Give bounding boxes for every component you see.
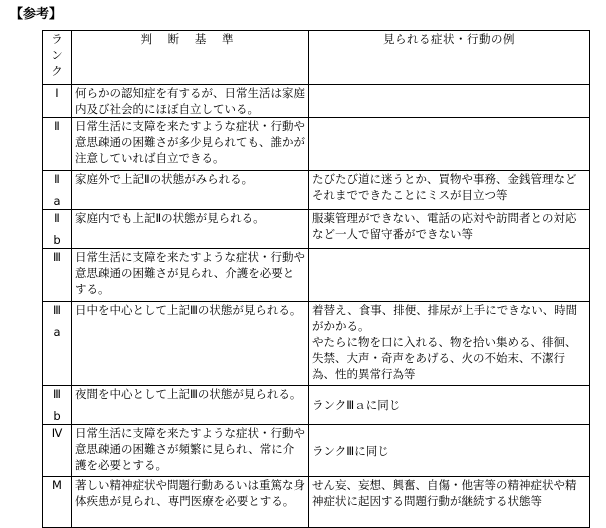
table-row [43, 386, 590, 425]
rank-cell [43, 171, 72, 210]
rank-label: Ⅱ [54, 211, 60, 225]
examples-cell [309, 249, 590, 302]
criteria-column-header: 判 断 基 準 [72, 31, 309, 85]
rank-cell [43, 85, 72, 118]
rank-label: Ⅲ [53, 250, 61, 264]
rank-header-char: ン [51, 48, 63, 62]
rank-cell [43, 118, 72, 171]
rank-cell [43, 477, 72, 528]
examples-cell: 着替え、食事、排便、排尿が上手にできない、時間がかかる。 やたらに物を口に入れる、物を拾い集める、徘徊、失禁、大声・奇声をあげる、火の不始末、不潔行為、性的異常行為等 [309, 302, 590, 386]
rank-sublabel: b [53, 233, 61, 247]
table-row [43, 210, 590, 249]
criteria-cell: 日中を中心として上記Ⅲの状態が見られる。 [72, 302, 309, 386]
examples-cell: たびたび道に迷うとか、買物や事務、金銭管理などそれまでできたことにミスが目立つ等 [309, 171, 590, 210]
criteria-cell: 著しい精神症状や問題行動あるいは重篤な身体疾患が見られ、専門医療を必要とする。 [72, 477, 309, 528]
rank-cell [43, 425, 72, 477]
examples-cell: 服薬管理ができない、電話の応対や訪問者との対応など一人で留守番ができない等 [309, 210, 590, 249]
rank-label: Ⅲ [53, 303, 61, 317]
table-row [43, 118, 590, 171]
table-row [43, 249, 590, 302]
criteria-cell: 日常生活に支障を来たすような症状・行動や意思疎通の困難さが頻繁に見られ、常に介護を必要とする。 [72, 425, 309, 477]
rank-header-char: ク [51, 64, 63, 78]
rank-cell [43, 249, 72, 302]
examples-cell: ランクⅢに同じ [309, 425, 590, 477]
examples-cell: せん妄、妄想、興奮、自傷・他害等の精神症状や精神症状に起因する問題行動が継続する状態等 [309, 477, 590, 528]
table-row [43, 302, 590, 386]
rank-label: Ⅰ [55, 86, 59, 100]
rank-sublabel: b [53, 409, 61, 423]
examples-cell [309, 118, 590, 171]
criteria-cell: 家庭内でも上記Ⅱの状態が見られる。 [72, 210, 309, 249]
criteria-cell: 家庭外で上記Ⅱの状態がみられる。 [72, 171, 309, 210]
rank-label: Ⅳ [51, 426, 63, 440]
rank-column-header [43, 31, 72, 85]
table-row [43, 85, 590, 118]
rank-sublabel: a [53, 325, 61, 339]
rank-label: Ⅱ [54, 119, 60, 133]
examples-cell: ランクⅢａに同じ [309, 386, 590, 425]
criteria-cell: 夜間を中心として上記Ⅲの状態が見られる。 [72, 386, 309, 425]
rank-cell [43, 302, 72, 386]
rank-cell [43, 210, 72, 249]
examples-column-header: 見られる症状・行動の例 [309, 31, 590, 85]
rank-label: M [52, 478, 62, 492]
rank-label: Ⅲ [53, 387, 61, 401]
rank-label: Ⅱ [54, 172, 60, 186]
rank-sublabel: a [53, 194, 61, 208]
dementia-grade-table [42, 30, 590, 528]
criteria-cell: 日常生活に支障を来たすような症状・行動や意思疎通の困難さが見られ、介護を必要とする。 [72, 249, 309, 302]
table-header-row [43, 31, 590, 85]
criteria-cell: 日常生活に支障を来たすような症状・行動や意思疎通の困難さが多少見られても、誰かが注意していれば自立できる。 [72, 118, 309, 171]
criteria-cell: 何らかの認知症を有するが、日常生活は家庭内及び社会的にほぼ自立している。 [72, 85, 309, 118]
examples-cell [309, 85, 590, 118]
reference-title: 【参考】 [10, 7, 63, 22]
table-row [43, 425, 590, 477]
table-row [43, 171, 590, 210]
rank-header-char: ラ [51, 32, 63, 46]
table-row [43, 477, 590, 528]
rank-cell [43, 386, 72, 425]
